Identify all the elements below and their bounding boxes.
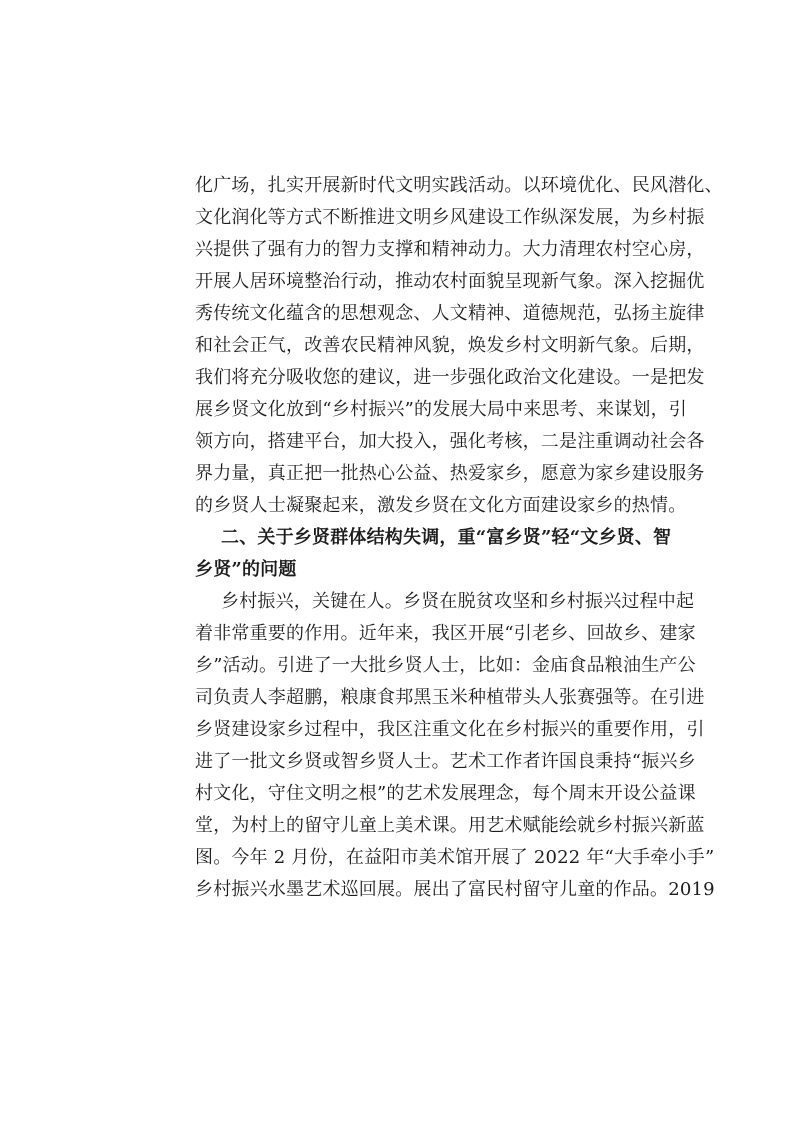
body-line: 我们将充分吸收您的建议，进一步强化政治文化建设。一是把发 xyxy=(195,367,705,388)
section-heading-continued: 乡贤”的问题 xyxy=(195,559,297,580)
body-line: 文化润化等方式不断推进文明乡风建设工作纵深发展，为乡村振 xyxy=(195,207,705,228)
paragraph-first-line: 乡村振兴，关键在人。乡贤在脱贫攻坚和乡村振兴过程中起 xyxy=(221,591,695,612)
body-line: 开展人居环境整治行动，推动农村面貌呈现新气象。深入挖掘优 xyxy=(195,271,705,292)
body-line: 村文化，守住文明之根”的艺术发展理念，每个周末开设公益课 xyxy=(195,783,696,804)
body-line: 乡村振兴水墨艺术巡回展。展出了富民村留守儿童的作品。2019 xyxy=(195,879,715,900)
body-line: 乡贤建设家乡过程中，我区注重文化在乡村振兴的重要作用，引 xyxy=(195,719,705,740)
body-line: 司负责人李超鹏，粮康食邦黑玉米种植带头人张赛强等。在引进 xyxy=(195,687,705,708)
body-line: 着非常重要的作用。近年来，我区开展“引老乡、回故乡、建家 xyxy=(195,623,696,644)
body-line: 展乡贤文化放到“乡村振兴”的发展大局中来思考、来谋划，引 xyxy=(195,399,688,420)
body-line: 和社会正气，改善农民精神风貌，焕发乡村文明新气象。后期， xyxy=(195,335,705,356)
body-line: 进了一批文乡贤或智乡贤人士。艺术工作者许国良秉持“振兴乡 xyxy=(195,751,696,772)
body-line: 兴提供了强有力的智力支撑和精神动力。大力清理农村空心房， xyxy=(195,239,705,260)
body-line: 秀传统文化蕴含的思想观念、人文精神、道德规范，弘扬主旋律 xyxy=(195,303,705,324)
section-heading: 二、关于乡贤群体结构失调，重“富乡贤”轻“文乡贤、智 xyxy=(221,527,672,548)
body-line: 的乡贤人士凝聚起来，激发乡贤在文化方面建设家乡的热情。 xyxy=(195,495,687,516)
body-line: 堂，为村上的留守儿童上美术课。用艺术赋能绘就乡村振兴新蓝 xyxy=(195,815,705,836)
body-line: 乡”活动。引进了一大批乡贤人士，比如：金庙食品粮油生产公 xyxy=(195,655,696,676)
body-line: 界力量，真正把一批热心公益、热爱家乡，愿意为家乡建设服务 xyxy=(195,463,705,484)
body-line: 化广场，扎实开展新时代文明实践活动。以环境优化、民风潜化、 xyxy=(195,175,723,196)
body-line: 领方向，搭建平台，加大投入，强化考核，二是注重调动社会各 xyxy=(195,431,705,452)
body-line: 图。今年 2 月份，在益阳市美术馆开展了 2022 年“大手牵小手” xyxy=(195,847,715,868)
